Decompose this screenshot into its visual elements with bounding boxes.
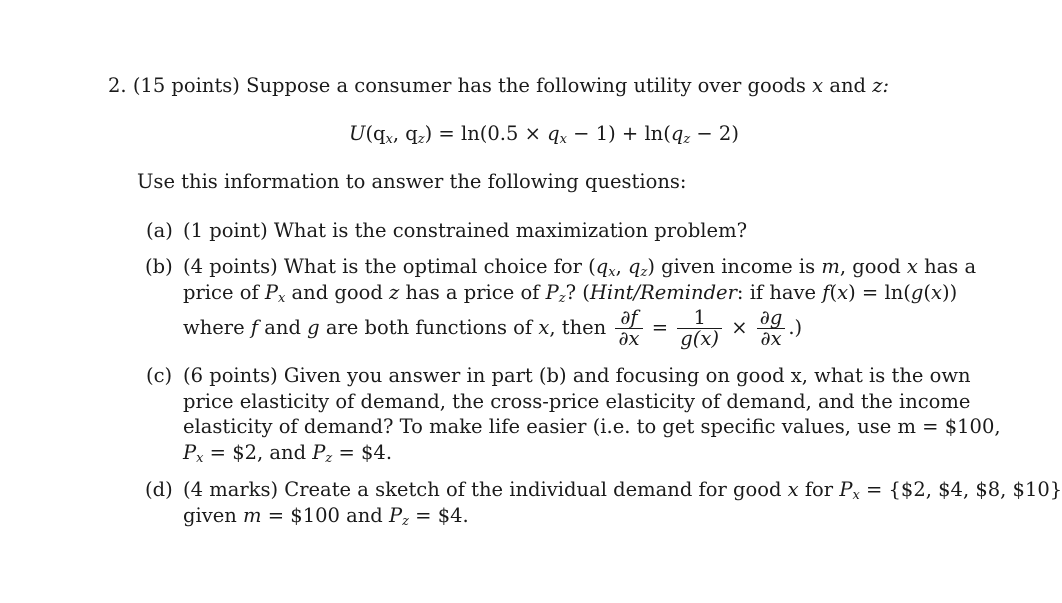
utility-rhs-b: − 1) + ln(	[566, 122, 671, 145]
part-c-line4: $P_x$ = $2, and $P_z$ = $4.	[183, 441, 393, 466]
utility-args-mid: , q	[392, 122, 418, 145]
hint-label: Hint/Reminder	[589, 281, 737, 304]
utility-symbol: U	[349, 122, 366, 145]
part-b-label: (b)	[145, 255, 173, 278]
part-c-line2: price elasticity of demand, the cross-price elasticity of demand, and the income	[183, 390, 971, 413]
var-x: x	[812, 74, 824, 97]
part-d-line2: given m = $100 and $P_z$ = $4.	[183, 504, 469, 529]
subscript-x: x	[559, 132, 567, 147]
part-d-line1: (4 marks) Create a sketch of the individual demand for good x for $P_x$ = {$2, $4, $8, $10}	[183, 478, 1062, 503]
q-symbol: q	[547, 122, 560, 145]
question-intro: Suppose a consumer has the following utility over goods	[246, 74, 806, 97]
instruction-text: Use this information to answer the following questions:	[137, 170, 687, 193]
fraction-dg-dx: $\frac{\partial g}{\partial x}$	[757, 308, 786, 349]
utility-args-open: (q	[365, 122, 386, 145]
question-number: 2.	[108, 74, 127, 97]
utility-rhs-a: ) = ln(0.5 ×	[424, 122, 548, 145]
subscript-z: z	[683, 132, 691, 147]
part-b-line1: (4 points) What is the optimal choice for ($q_x$, $q_z$) given income is m, good x has a	[183, 255, 977, 280]
utility-equation	[349, 122, 739, 146]
and-word: and	[829, 74, 867, 97]
fraction-one-over-g: $\frac{1}{g(x)}$	[677, 308, 722, 349]
utility-rhs-c: − 2)	[690, 122, 739, 145]
subscript-x: x	[385, 132, 393, 147]
q-symbol: q	[670, 122, 684, 145]
part-b-line3: where f and g are both functions of x, then $\frac{\partial f}{\partial x}$ = $\frac{1}{g(x)}$ × $\frac{\partial g}{\partial x}$ .)	[183, 306, 803, 350]
part-d-label: (d)	[145, 478, 173, 501]
part-b-line2: price of $P_x$ and good z has a price of $P_z$? (Hint/Reminder: if have f(x) = ln(g(x))	[183, 281, 958, 306]
question-header	[108, 74, 889, 98]
part-a-text: (1 point) What is the constrained maximization problem?	[183, 219, 748, 242]
part-a-label: (a)	[146, 219, 173, 242]
question-points: (15 points)	[132, 74, 240, 97]
subscript-z: z	[417, 132, 425, 147]
fraction-df-dx: $\frac{\partial f}{\partial x}$	[615, 308, 642, 349]
var-z: z:	[872, 74, 890, 97]
part-c-line1: (6 points) Given you answer in part (b) and focusing on good x, what is the own	[183, 364, 971, 387]
part-c-label: (c)	[146, 364, 173, 387]
part-c-line3: elasticity of demand? To make life easier (i.e. to get specific values, use m = $100,	[183, 415, 1001, 438]
